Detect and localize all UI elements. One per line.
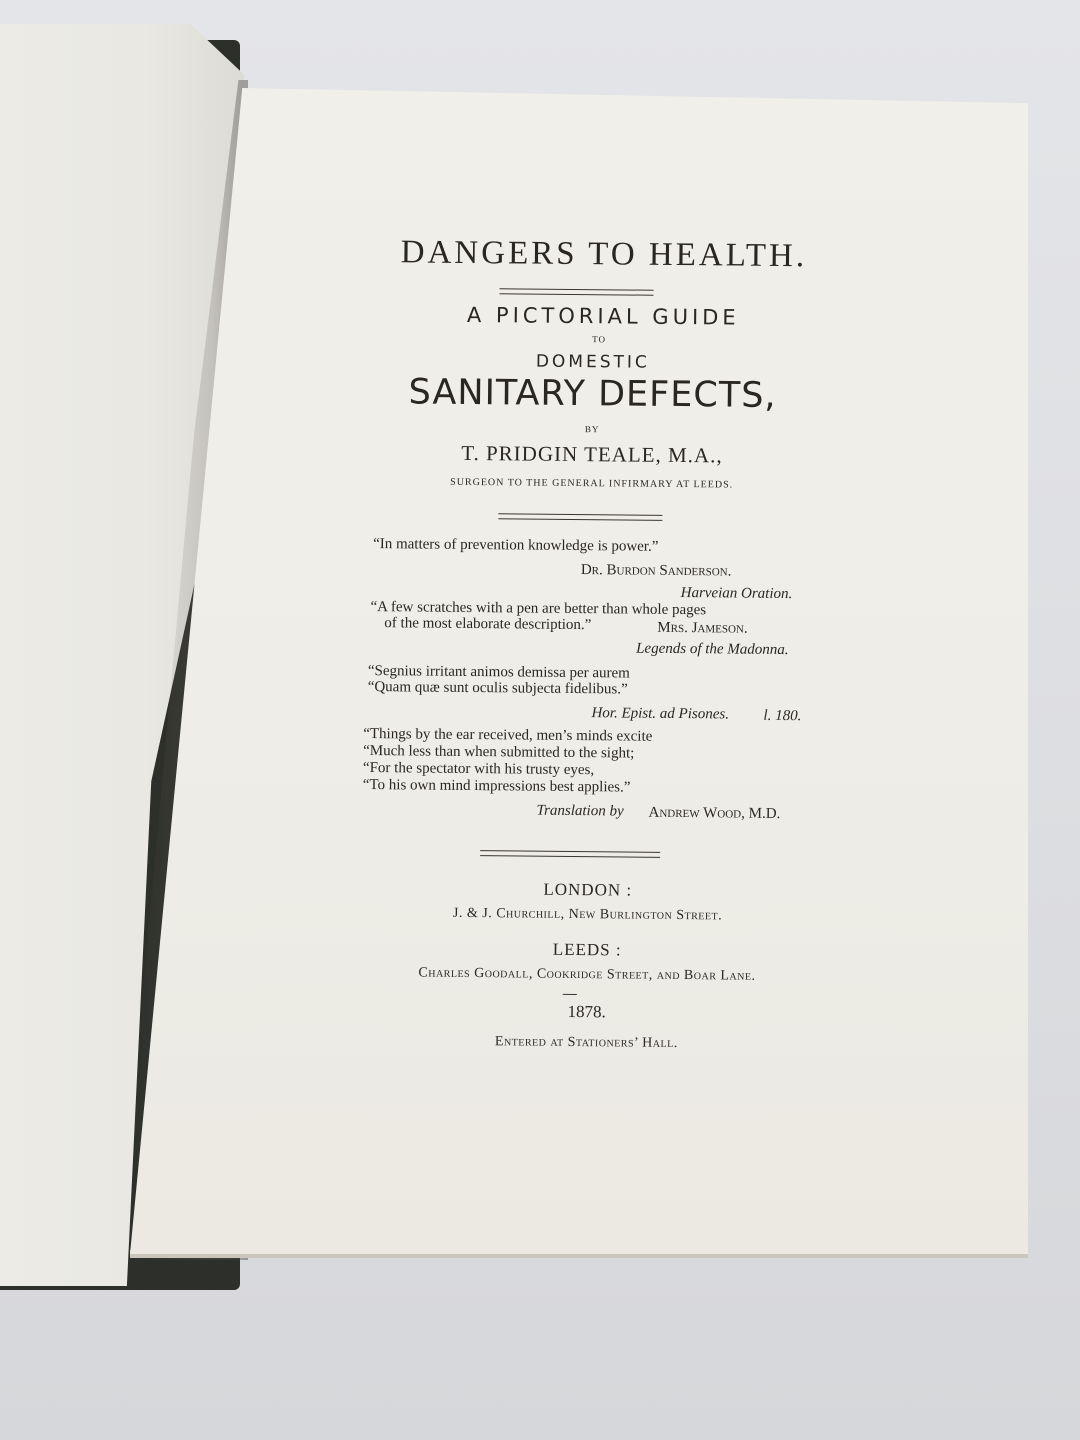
quote-1-attribution: Dr. Burdon Sanderson. bbox=[580, 562, 732, 580]
quote-2-line-1: “A few scratches with a pen are better than whole pages bbox=[370, 599, 707, 619]
quote-2-line-2: of the most elaborate description.” bbox=[384, 615, 592, 634]
quote-1-line-1: “In matters of prevention knowledge is power.” bbox=[373, 536, 659, 555]
quote-4-translator: Andrew Wood, M.D. bbox=[648, 804, 781, 822]
quote-3-source: Hor. Epist. ad Pisones. bbox=[591, 705, 730, 723]
quote-4-translation-label: Translation by bbox=[536, 802, 624, 820]
subtitle-line-1: A PICTORIAL GUIDE bbox=[466, 302, 740, 330]
year-rule bbox=[563, 994, 577, 995]
quote-2-source: Legends of the Madonna. bbox=[636, 640, 789, 659]
main-title: DANGERS TO HEALTH. bbox=[400, 234, 808, 275]
quote-4-line-3: “For the spectator with his trusty eyes, bbox=[362, 759, 595, 779]
imprint-entered: Entered at Stationers’ Hall. bbox=[494, 1034, 678, 1052]
quote-3-line-1: “Segnius irritant animos demissa per aurem bbox=[367, 663, 630, 682]
quote-3-line-2: “Quam quæ sunt oculis subjecta fidelibus.” bbox=[367, 679, 628, 698]
quote-4-line-1: “Things by the ear received, men’s minds excite bbox=[363, 725, 653, 745]
quote-4-line-2: “Much less than when submitted to the sight; bbox=[363, 742, 635, 762]
imprint-city-2: LEEDS : bbox=[552, 939, 622, 960]
imprint-publisher-2: Charles Goodall, Cookridge Street, and Boar Lane. bbox=[418, 965, 756, 984]
quote-1-source: Harveian Oration. bbox=[680, 585, 793, 603]
imprint-publisher-1: J. & J. Churchill, New Burlington Street. bbox=[452, 905, 723, 924]
quote-3-line-ref: l. 180. bbox=[763, 707, 802, 725]
subtitle-to: TO bbox=[592, 334, 607, 345]
author-name: T. PRIDGIN TEALE, M.A., bbox=[461, 440, 723, 468]
imprint-year: 1878. bbox=[567, 1001, 606, 1022]
subtitle-line-3: SANITARY DEFECTS, bbox=[408, 372, 777, 416]
subtitle-line-2: DOMESTIC bbox=[535, 351, 650, 373]
imprint-city-1: LONDON : bbox=[543, 879, 633, 900]
quote-4-line-4: “To his own mind impressions best applies.” bbox=[362, 776, 631, 796]
title-page-text bbox=[6, 0, 1080, 1052]
quote-2-attribution: Mrs. Jameson. bbox=[657, 619, 748, 637]
author-description: SURGEON TO THE GENERAL INFIRMARY AT LEEDS. bbox=[450, 476, 734, 491]
by-label: BY bbox=[584, 424, 600, 435]
